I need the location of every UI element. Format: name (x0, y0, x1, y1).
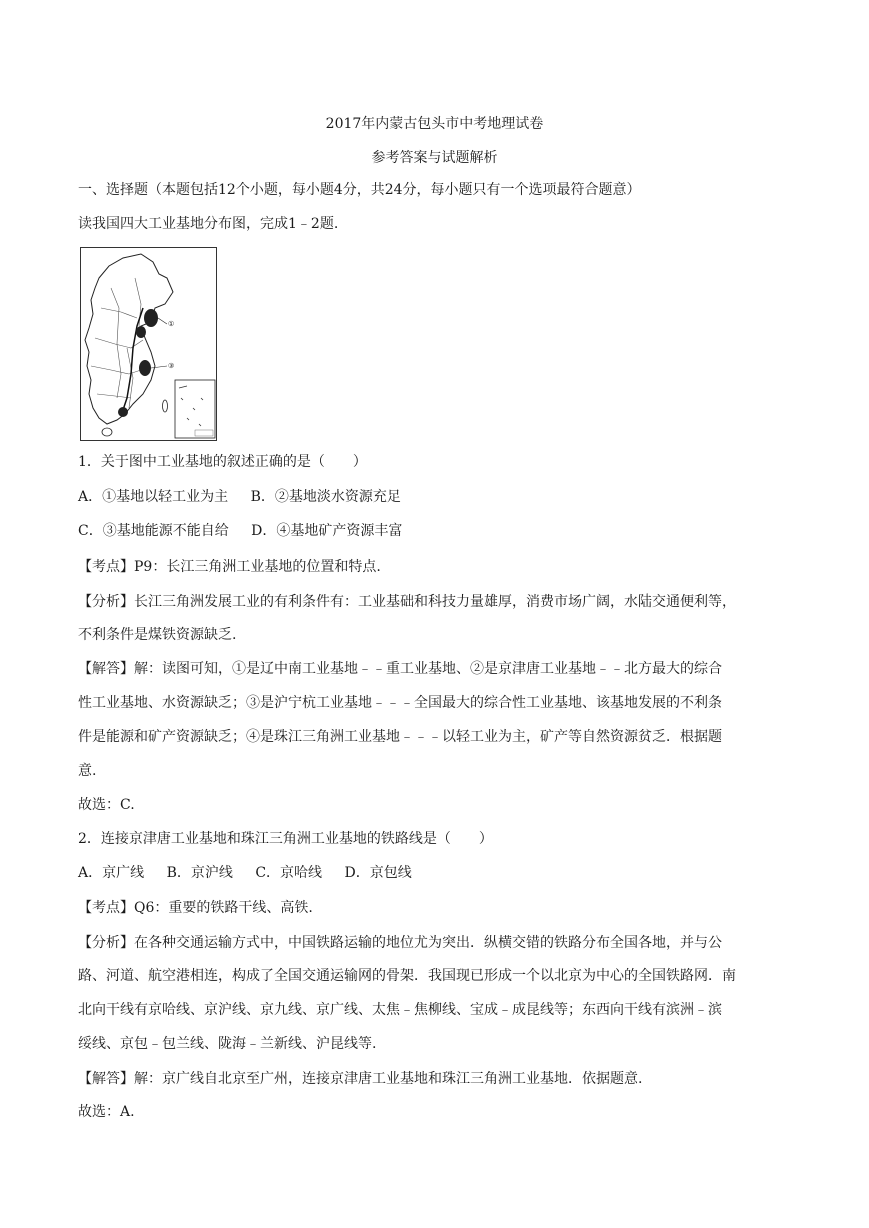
q1-stem: 1．关于图中工业基地的叙述正确的是（ ） (78, 454, 367, 470)
q2-fenxi-line-4: 绥线、京包﹣包兰线、陇海﹣兰新线、沪昆线等. (78, 1036, 377, 1052)
q2-jieda: 【解答】解：京广线自北京至广州，连接京津唐工业基地和珠江三角洲工业基地．依据题意. (78, 1071, 643, 1087)
q1-option-d: D．④基地矿产资源丰富 (251, 523, 403, 539)
q1-jieda-line-1: 【解答】解：读图可知，①是辽中南工业基地﹣﹣重工业基地、②是京津唐工业基地﹣﹣北方最大的综合 (78, 661, 722, 677)
q1-fenxi-line-2: 不利条件是煤铁资源缺乏. (78, 627, 237, 643)
q1-options-row-1 (78, 487, 401, 507)
province-lines (91, 278, 147, 408)
q2-kaodian: 【考点】Q6：重要的铁路干线、高铁. (78, 900, 313, 916)
industrial-base-3 (139, 360, 151, 376)
map-marker-3: ③ (168, 362, 175, 370)
map-marker-1: ① (168, 320, 175, 328)
q2-option-d: D．京包线 (344, 865, 412, 881)
q1-jieda-line-3: 件是能源和矿产资源缺乏；④是珠江三角洲工业基地﹣﹣﹣以轻工业为主，矿产等自然资源贫乏．根据题 (78, 729, 722, 745)
q2-fenxi-line-2: 路、河道、航空港相连，构成了全国交通运输网的骨架．我国现已形成一个以北京为中心的全国铁路网．南 (78, 968, 736, 984)
q2-fenxi-line-1: 【分析】在各种交通运输方式中，中国铁路运输的地位尤为突出．纵横交错的铁路分布全国各地，并与公 (78, 935, 722, 951)
industrial-base-2 (136, 326, 146, 338)
taiwan-island (163, 400, 168, 412)
q2-options-row (78, 863, 412, 883)
q2-option-c: C．京哈线 (255, 865, 323, 881)
q1-jieda-line-4: 意. (78, 763, 97, 779)
q1-jieda-line-2: 性工业基地、水资源缺乏；③是沪宁杭工业基地﹣﹣﹣全国最大的综合性工业基地、该基地发展的不利条 (78, 695, 722, 711)
q1-options-row-2 (78, 521, 402, 541)
map-drawing (81, 248, 216, 440)
section-intro: 读我国四大工业基地分布图，完成1﹣2题. (78, 216, 339, 232)
q2-option-b: B．京沪线 (166, 865, 233, 881)
q1-answer: 故选：C. (78, 797, 135, 813)
q2-fenxi-line-3: 北向干线有京哈线、京沪线、京九线、京广线、太焦﹣焦柳线、宝成﹣成昆线等；东西向干线有滨洲﹣滨 (78, 1002, 722, 1018)
industrial-base-4 (118, 407, 128, 417)
q1-option-c: C．③基地能源不能自给 (78, 523, 229, 539)
q1-option-b: B．②基地淡水资源充足 (250, 489, 401, 505)
q1-option-a: A．①基地以轻工业为主 (78, 489, 229, 505)
q2-option-a: A．京广线 (78, 865, 145, 881)
south-sea-inset (175, 380, 215, 438)
q2-stem: 2．连接京津唐工业基地和珠江三角洲工业基地的铁路线是（ ） (78, 831, 493, 847)
page-title: 2017年内蒙古包头市中考地理试卷 (325, 116, 544, 132)
page-subtitle: 参考答案与试题解析 (371, 150, 498, 166)
china-industrial-base-map (80, 247, 217, 441)
railway-line (121, 308, 143, 416)
hainan-island (102, 428, 112, 436)
q1-kaodian: 【考点】P9：长江三角洲工业基地的位置和特点. (78, 559, 381, 575)
q2-answer: 故选：A. (78, 1104, 135, 1120)
q1-fenxi-line-1: 【分析】长江三角洲发展工业的有利条件有：工业基础和科技力量雄厚，消费市场广阔，水陆交通便利等， (78, 594, 736, 610)
section-heading: 一、选择题（本题包括12个小题，每小题4分，共24分，每小题只有一个选项最符合题意） (78, 182, 641, 198)
industrial-base-1 (144, 309, 158, 327)
